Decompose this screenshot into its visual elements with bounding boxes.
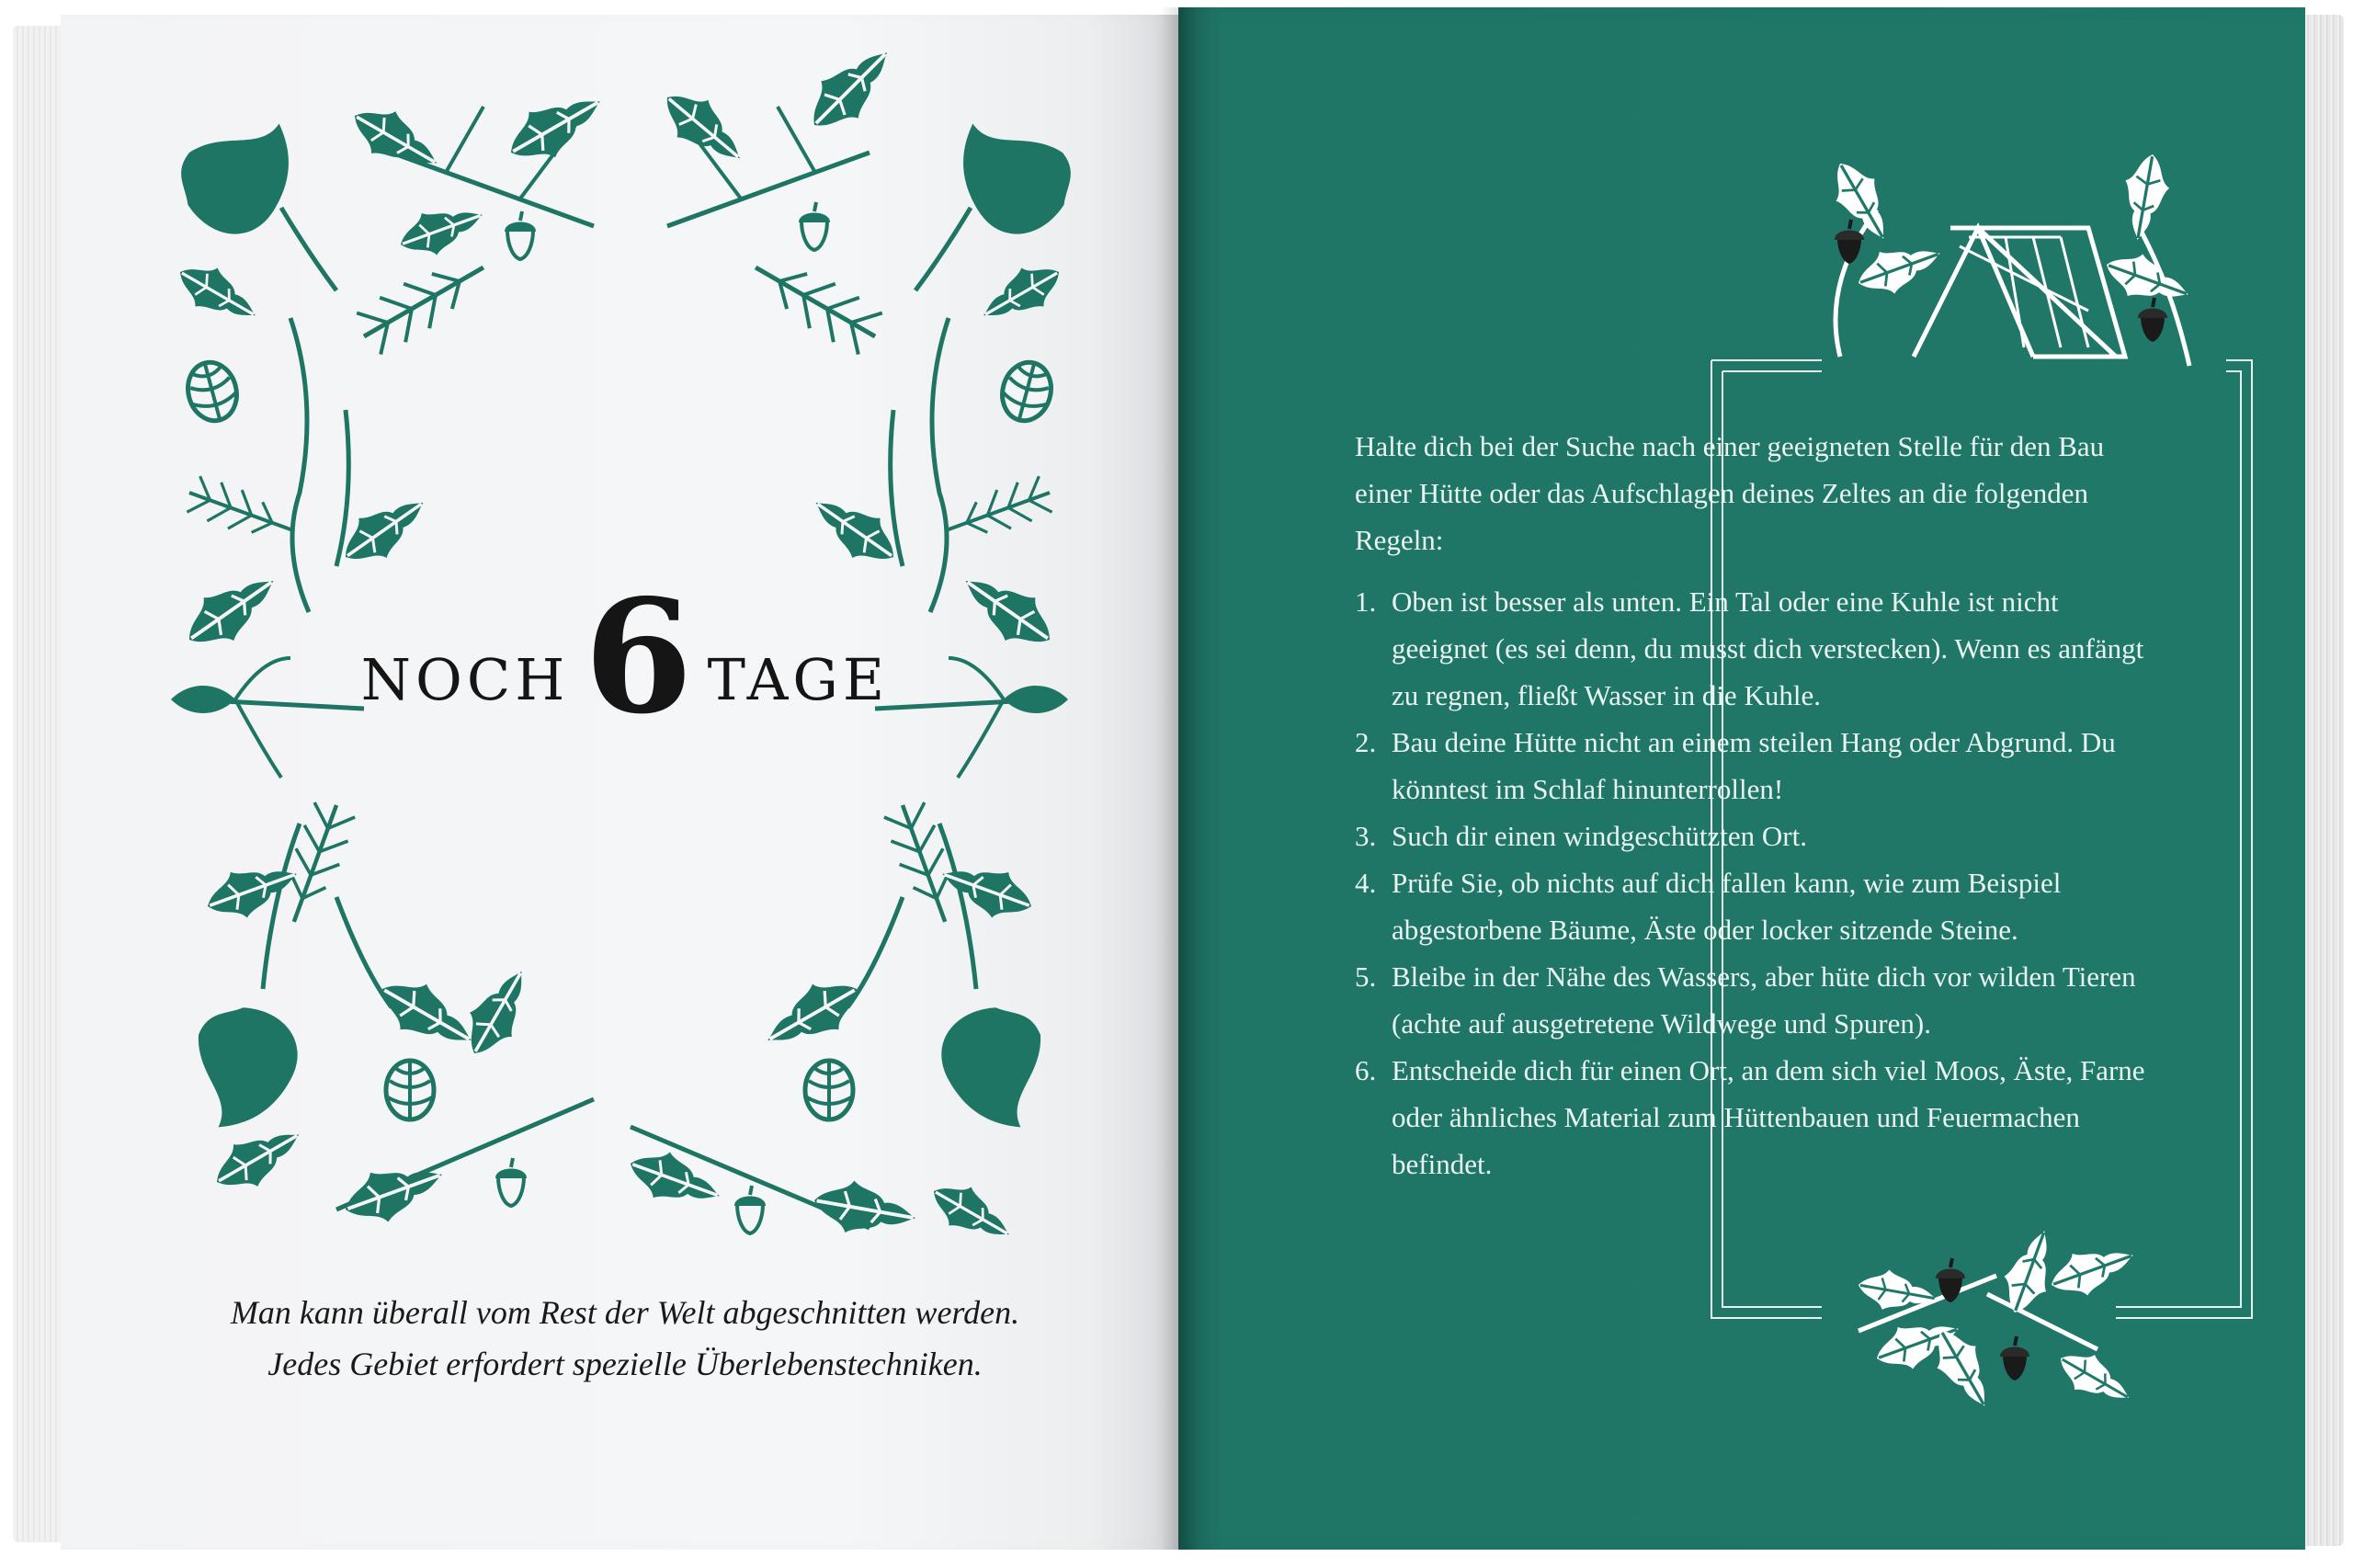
rule-number: 6. xyxy=(1355,1054,1377,1086)
intro-paragraph: Halte dich bei der Suche nach einer geeigneten Stelle für den Bau einer Hütte oder das Aufschlagen deines Zeltes an die folgenden Regeln: xyxy=(1355,430,2105,556)
rules-list xyxy=(1355,578,2145,1187)
rule-text: Prüfe Sie, ob nichts auf dich fallen kann, wie zum Beispiel abgestorbene Bäume, Äste oder locker sitzende Steine. xyxy=(1392,867,2062,946)
list-item xyxy=(1355,719,2145,812)
rule-number: 4. xyxy=(1355,867,1377,899)
chapter-title xyxy=(276,565,974,749)
title-day-number: 6 xyxy=(584,565,693,749)
rule-text: Oben ist besser als unten. Ein Tal oder eine Kuhle ist nicht geeignet (es sei denn, du musst dich verstecken). Wenn es anfängt zu regnen, fließt Wasser in die Kuhle. xyxy=(1392,585,2144,711)
rule-text: Bau deine Hütte nicht an einem steilen Hang oder Abgrund. Du könntest im Schlaf hinunterrollen! xyxy=(1392,726,2116,805)
list-item xyxy=(1355,812,2145,859)
rule-text: Entscheide dich für einen Ort, an dem sich viel Moos, Äste, Farne oder ähnliches Material zum Hüttenbauen und Feuermachen befindet. xyxy=(1392,1054,2145,1180)
rule-number: 1. xyxy=(1355,585,1377,618)
list-item xyxy=(1355,578,2145,719)
rule-text: Such dir einen windgeschützten Ort. xyxy=(1392,820,1807,852)
rule-number: 5. xyxy=(1355,960,1377,993)
list-item xyxy=(1355,1047,2145,1187)
page-edges-right xyxy=(2303,15,2344,1546)
rule-text: Bleibe in der Nähe des Wassers, aber hüte dich vor wilden Tieren (achte auf ausgetretene Wildwege und Spuren). xyxy=(1392,960,2136,1040)
chapter-caption xyxy=(165,1287,1085,1390)
title-word-before: NOCH xyxy=(360,646,570,713)
rule-number: 3. xyxy=(1355,820,1377,852)
caption-line-2: Jedes Gebiet erfordert spezielle Überlebenstechniken. xyxy=(267,1346,983,1382)
title-word-after: TAGE xyxy=(707,646,890,713)
caption-line-1: Man kann überall vom Rest der Welt abgeschnitten werden. xyxy=(230,1294,1020,1331)
rules-text-block xyxy=(1355,423,2145,1187)
rule-number: 2. xyxy=(1355,726,1377,758)
list-item xyxy=(1355,859,2145,953)
page-edges-left xyxy=(13,26,68,1542)
list-item xyxy=(1355,953,2145,1047)
